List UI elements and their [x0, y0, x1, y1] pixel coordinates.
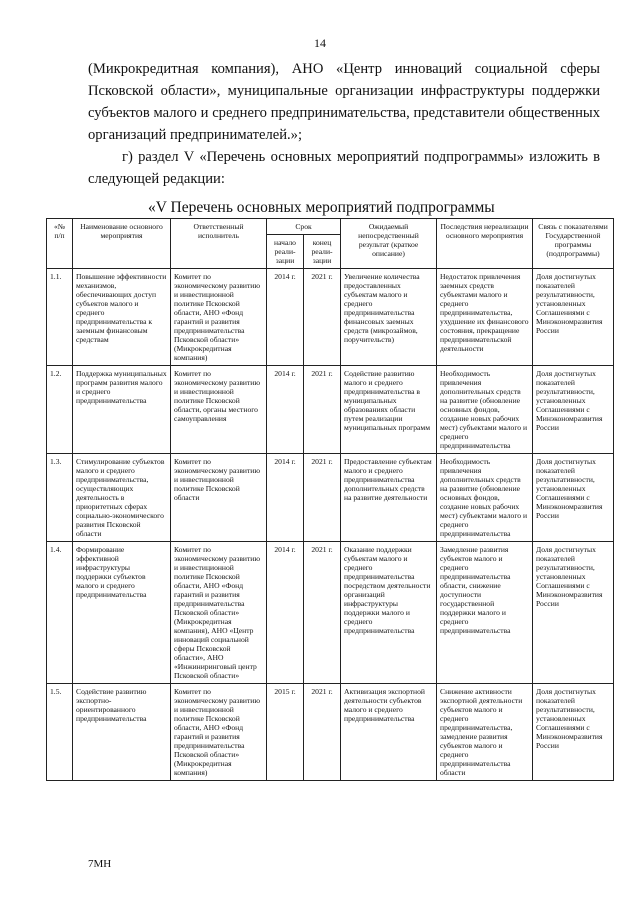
cell-executor: Комитет по экономическому развитию и инвестиционной политике Псковской области	[171, 454, 267, 542]
table-row	[47, 684, 614, 781]
header-start: начало реали-зации	[267, 235, 304, 269]
cell-num: 1.3.	[47, 454, 73, 542]
cell-num: 1.4.	[47, 542, 73, 684]
header-consequences: Последствия нереализации основного мероприятия	[437, 219, 533, 269]
table-header-row	[47, 219, 614, 235]
cell-consequences: Необходимость привлечения дополнительных средств на развитие (обновление основных фондов, создание новых рабочих мест) субъектами малого и среднего предпринимательства	[437, 454, 533, 542]
header-term: Срок	[267, 219, 341, 235]
cell-num: 1.5.	[47, 684, 73, 781]
cell-result: Оказание поддержки субъектам малого и среднего предпринимательства посредством деятельности организаций инфраструктуры поддержки малого и среднего предпринимательства	[341, 542, 437, 684]
cell-end: 2021 г.	[304, 542, 341, 684]
intro-instruction: г) раздел V «Перечень основных мероприятий подпрограммы» изложить в следующей редакции:	[88, 149, 600, 187]
cell-executor: Комитет по экономическому развитию и инвестиционной политике Псковской области, АНО «Фонд гарантий и развития предпринимательства Псковской области» (Микрокредитная компания), АНО «Центр инноваций социальной сферы Псковской области», АНО «Инжиниринговый центр Псковской области»	[171, 542, 267, 684]
cell-link: Доля достигнутых показателей результативности, установленных Соглашениями с Минэкономразвития России	[533, 684, 614, 781]
cell-link: Доля достигнутых показателей результативности, установленных Соглашениями с Минэкономразвития России	[533, 366, 614, 454]
cell-name: Повышение эффективности механизмов, обеспечивающих доступ субъектов малого и среднего предпринимательства к заемным финансовым средствам	[73, 269, 171, 366]
cell-consequences: Недостаток привлечения заемных средств субъектами малого и среднего предпринимательства, ухудшение их финансового состояния, прекращение предпринимательской деятельности	[437, 269, 533, 366]
cell-name: Поддержка муниципальных программ развития малого и среднего предпринимательства	[73, 366, 171, 454]
header-end: конец реали-зации	[304, 235, 341, 269]
cell-num: 1.1.	[47, 269, 73, 366]
cell-num: 1.2.	[47, 366, 73, 454]
cell-result: Увеличение количества предоставленных субъектам малого и среднего предпринимательства финансовых заемных средств (микрозаймов, поручительств)	[341, 269, 437, 366]
cell-consequences: Замедление развития субъектов малого и среднего предпринимательства области, снижение доступности государственной поддержки малого и среднего предпринимательства	[437, 542, 533, 684]
cell-start: 2014 г.	[267, 366, 304, 454]
page-number: 14	[314, 36, 326, 50]
cell-name: Содействие развитию экспортно-ориентированного предпринимательства	[73, 684, 171, 781]
cell-executor: Комитет по экономическому развитию и инвестиционной политике Псковской области, АНО «Фонд гарантий и развития предпринимательства Псковской области» (Микрокредитная компания)	[171, 269, 267, 366]
header-num: «№ п/п	[47, 219, 73, 269]
table-row	[47, 366, 614, 454]
cell-consequences: Снижение активности экспортной деятельности субъектов малого и среднего предпринимательства, замедление развития субъектов малого и среднего предпринимательства области	[437, 684, 533, 781]
cell-link: Доля достигнутых показателей результативности, установленных Соглашениями с Минэкономразвития России	[533, 269, 614, 366]
table-row	[47, 454, 614, 542]
cell-link: Доля достигнутых показателей результативности, установленных Соглашениями с Минэкономразвития России	[533, 542, 614, 684]
footer-code: 7МН	[88, 858, 112, 870]
header-name: Наименование основного мероприятия	[73, 219, 171, 269]
cell-executor: Комитет по экономическому развитию и инвестиционной политике Псковской области, АНО «Фонд гарантий и развития предпринимательства Псковской области» (Микрокредитная компания)	[171, 684, 267, 781]
cell-name: Формирование эффективной инфраструктуры поддержки субъектов малого и среднего предпринимательства	[73, 542, 171, 684]
cell-link: Доля достигнутых показателей результативности, установленных Соглашениями с Минэкономразвития России	[533, 454, 614, 542]
cell-start: 2014 г.	[267, 269, 304, 366]
cell-start: 2014 г.	[267, 454, 304, 542]
intro-text	[88, 58, 600, 190]
header-link: Связь с показателями Государственной программы (подпрограммы)	[533, 219, 614, 269]
intro-continuation: (Микрокредитная компания), АНО «Центр инноваций социальной сферы Псковской области», муниципальные организации инфраструктуры поддержки субъектов малого и среднего предпринимательства, представители общественных организаций предпринимателей.»;	[88, 61, 600, 143]
cell-consequences: Необходимость привлечения дополнительных средств на развитие (обновление основных фондов, создание новых рабочих мест) субъектами малого и среднего предпринимательства	[437, 366, 533, 454]
cell-end: 2021 г.	[304, 454, 341, 542]
activities-table	[46, 218, 614, 781]
cell-executor: Комитет по экономическому развитию и инвестиционной политике Псковской области, органы местного самоуправления	[171, 366, 267, 454]
table-row	[47, 542, 614, 684]
cell-name: Стимулирование субъектов малого и среднего предпринимательства, осуществляющих деятельность в приоритетных сферах социально-экономического развития Псковской области	[73, 454, 171, 542]
cell-result: Активизация экспортной деятельности субъектов малого и среднего предпринимательства	[341, 684, 437, 781]
cell-start: 2015 г.	[267, 684, 304, 781]
header-executor: Ответственный исполнитель	[171, 219, 267, 269]
header-result: Ожидаемый непосредственный результат (краткое описание)	[341, 219, 437, 269]
cell-result: Содействие развитию малого и среднего предпринимательства в муниципальных образованиях области путем реализации муниципальных программ	[341, 366, 437, 454]
cell-end: 2021 г.	[304, 684, 341, 781]
table-row	[47, 269, 614, 366]
cell-start: 2014 г.	[267, 542, 304, 684]
section-title: «V Перечень основных мероприятий подпрограммы	[148, 199, 495, 216]
cell-end: 2021 г.	[304, 269, 341, 366]
cell-result: Предоставление субъектам малого и среднего предпринимательства дополнительных средств на развитие деятельности	[341, 454, 437, 542]
cell-end: 2021 г.	[304, 366, 341, 454]
